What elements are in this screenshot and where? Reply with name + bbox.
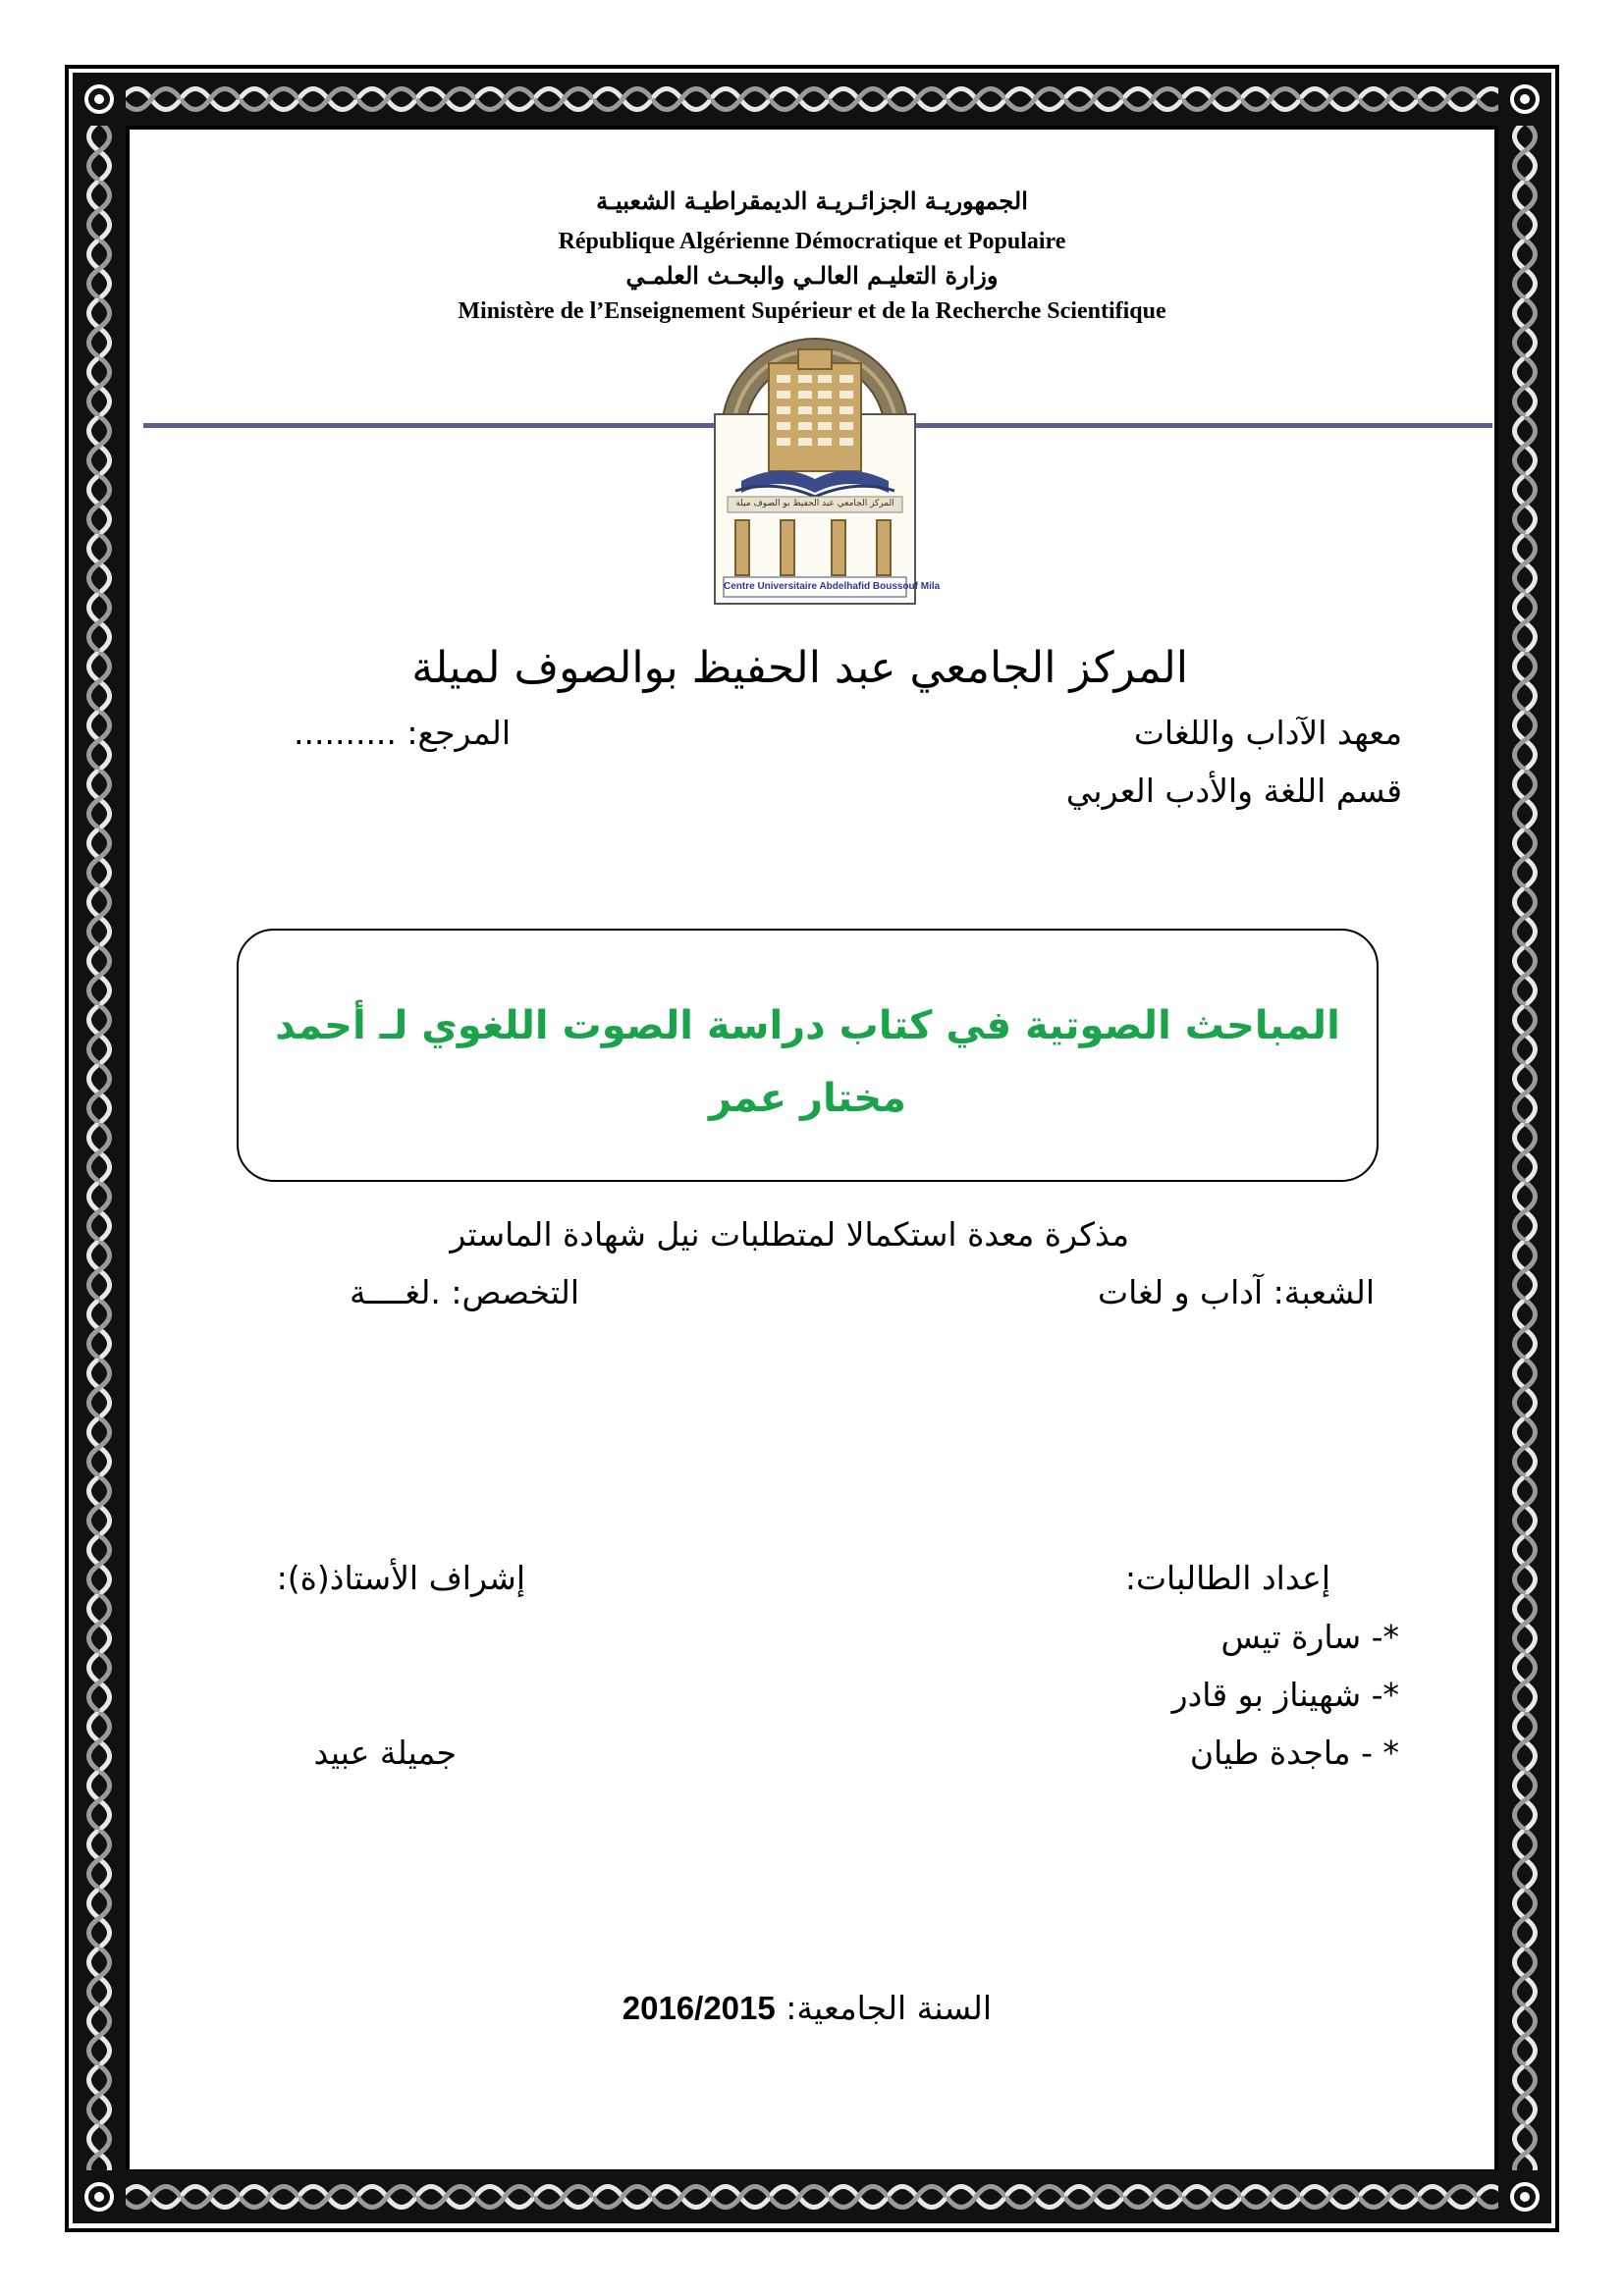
student-name: *- سارة تيس [1220,1618,1399,1656]
corner-ornament-top-left [73,73,126,126]
header-republic-arabic: الجمهوريـة الجزائـريـة الديمقراطيـة الشعبيـة [596,187,1028,215]
academic-year-label: السنة الجامعية: [785,1989,992,2027]
institute-name: معهد الآداب واللغات [1133,714,1402,752]
logo-caption: Centre Universitaire Abdelhafid Boussouf Mila [724,581,941,592]
branch-field: الشعبة: آداب و لغات [1098,1273,1375,1311]
corner-ornament-top-right [1498,73,1551,126]
academic-year [491,1989,992,2027]
header-republic-french: République Algérienne Démocratique et Populaire [558,229,1066,254]
border-band-bottom [122,2170,1502,2223]
logo-ribbon-text: المركز الجامعي عبد الحفيظ بو الصوف ميلة [735,499,894,508]
thesis-title-line-2: مختار عمر [709,1076,906,1121]
thesis-title-line-1: المباحث الصوتية في كتاب دراسة الصوت اللغوي لـ أحمد [275,1003,1340,1048]
university-logo [712,324,941,607]
header-ministry-arabic: وزارة التعليـم العالـي والبحـث العلمـي [625,261,999,290]
corner-ornament-bottom-left [73,2170,126,2223]
student-name: * - ماجدة طيان [1189,1734,1399,1772]
border-band-right [1498,122,1551,2174]
institution-name: المركز الجامعي عبد الحفيظ بوالصوف لميلة [411,643,1188,693]
thesis-purpose: مذكرة معدة استكمالا لمتطلبات نيل شهادة الماستر [450,1215,1129,1254]
students-label: إعداد الطالبات: [1124,1559,1330,1597]
supervisor-name: جميلة عبيد [313,1734,457,1772]
header-ministry-french: Ministère de l’Enseignement Supérieur et de la Recherche Scientifique [458,298,1166,324]
reference-field: المرجع: .......... [294,714,511,752]
corner-ornament-bottom-right [1498,2170,1551,2223]
student-name: *- شهيناز بو قادر [1171,1676,1399,1714]
supervisor-label: إشراف الأستاذ(ة): [276,1559,525,1597]
specialty-field: التخصص: .لغــــة [350,1273,579,1311]
academic-year-value: 2016/2015 [622,1990,776,2026]
border-band-left [73,122,126,2174]
department-name: قسم اللغة والأدب العربي [1065,772,1402,810]
border-band-top [122,73,1502,126]
